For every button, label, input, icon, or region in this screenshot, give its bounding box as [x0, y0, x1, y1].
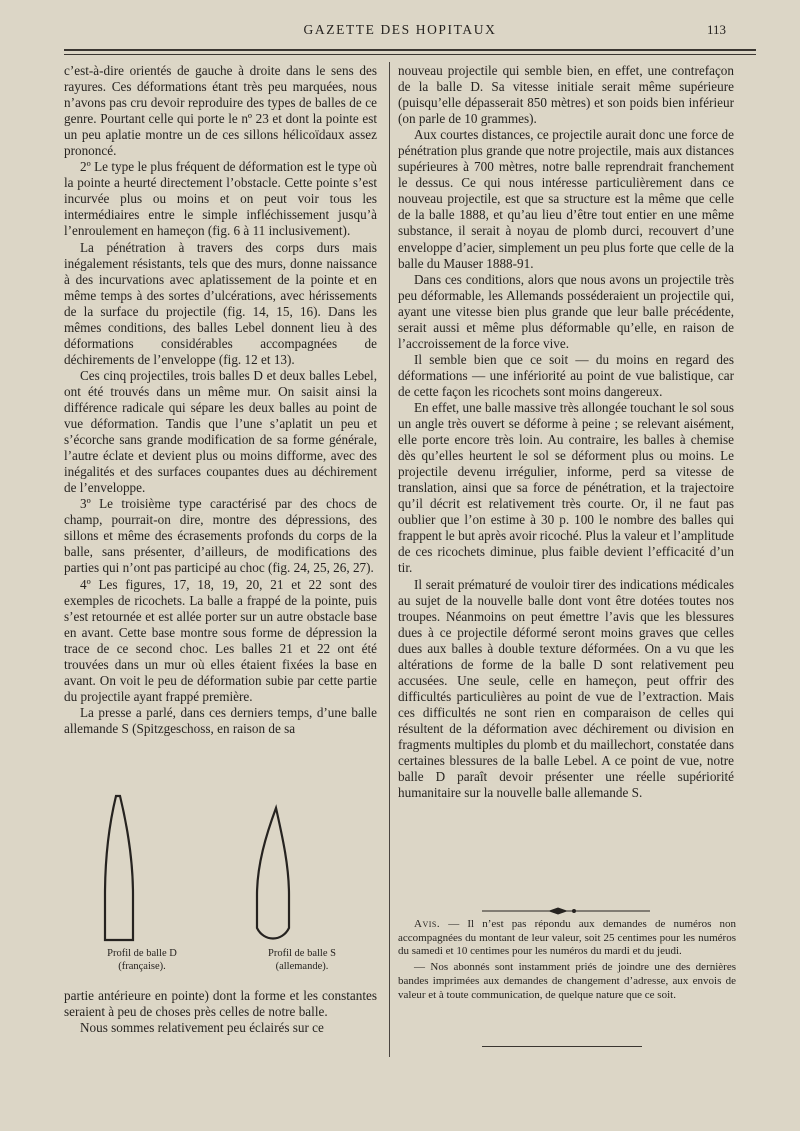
notice-abonnes: — Nos abonnés sont instamment priés de joindre une des dernières bandes imprimées aux demandes de changement d’adresse, aux envois de valeur et à toute communication, de quelque nature que ce soit. — [398, 961, 736, 1001]
notice-text: — Il n’est pas répondu aux demandes de numéros non accompagnées du montant de leur valeur, soit 25 centimes pour les numéros du samedi et 10 centimes pour les numéros du mardi et du jeudi. — [398, 918, 736, 958]
caption-balle-d — [82, 947, 202, 973]
caption-line: Profil de balle D — [107, 948, 177, 959]
paragraph: La presse a parlé, dans ces derniers temps, d’une balle allemande S (Spitzgeschoss, en raison de sa — [64, 704, 377, 736]
right-column — [398, 63, 734, 801]
caption-line: Profil de balle S — [268, 948, 336, 959]
left-column-tail — [64, 988, 377, 1036]
paragraph: Il semble bien que ce soit — du moins en regard des déformations — une infériorité au point de vue balistique, car de cette façon les ricochets sont moins dangereux. — [398, 351, 734, 399]
paragraph: Aux courtes distances, ce projectile aurait donc une force de pénétration plus grande que notre projectile, mais aux distances supérieures à 700 mètres, notre balle reprendrait franchement le dessus. Ce qui nous intéresse particulièrement dans ce nouveau projectile, est que sa structure est la même que celle de la balle 1888, et qu’au lieu d’être tout entier en une même substance, il serait à noyau de plomb durci, recouvert d’une enveloppe d’acier, simplement un peu plus forte que celle de la balle du Mauser 1888-91. — [398, 127, 734, 271]
paragraph: En effet, une balle massive très allongée touchant le sol sous un angle très ouvert se déforme à peine ; se relevant aisément, elle porte encore très loin. Au contraire, les balles à chemise dès qu’elles heurtent le sol se déforment plus ou moins. Le projectile devenu irrégulier, informe, perd sa vitesse de translation, ainsi que sa force de pénétration, et la trajectoire qu’il décrit est relativement très courte. Or, il ne faut pas oublier que l’on estime à 30 p. 100 le nombre des balles qui frappent le but après avoir ricoché. Plus la valeur et l’amplitude de ces ricochets diminue, plus faible devient l’efficacité d’un tir. — [398, 399, 734, 576]
bullet-d-profile — [105, 796, 133, 940]
paragraph: Nous sommes relativement peu éclairés sur ce — [80, 1020, 324, 1036]
notice-lead: Avis. — [414, 918, 441, 930]
paragraph: Il serait prématuré de vouloir tirer des indications médicales au sujet de la nouvelle balle dont vont être dotées toutes nos troupes. Néanmoins on peut émettre l’avis que les blessures dues à ce projectile déformé seront moins graves que celles dues aux balles à double texture déformées. On a vu que les altérations de forme de la balle D sont relativement peu accusées. Une seule, celle en hameçon, peut offrir des difficultés particulières au point de vue de l’extraction. Mais ces difficultés ne sont rien en comparaison de celles qui résultent de la déformation avec déchirement ou division en fragments multiples du plomb et du maillechort, constatée dans certaines blessures de la balle Lebel. A ce point de vue, notre balle D paraît devoir présenter une réelle supériorité humanitaire sur la nouvelle balle allemande S. — [398, 576, 734, 801]
paragraph: Ces cinq projectiles, trois balles D et deux balles Lebel, ont été trouvés dans un même mur. On saisit ainsi la différence radicale qui sépare les deux balles au point de vue déformation. Tandis que l’une s’aplatit un peu et s’écorche sans grande modification de sa forme générale, l’autre éclate et devient plus ou moins difforme, avec des inégalités et des surfaces coupantes dues au déchirement de l’enveloppe. — [64, 367, 377, 496]
paragraph: nouveau projectile qui semble bien, en effet, une contrefaçon de la balle D. Sa vitesse initiale serait même supérieure (puisqu’elle dépasserait 850 mètres) et son poids bien inférieur (on parle de 10 grammes). — [398, 63, 734, 127]
paragraph: c’est-à-dire orientés de gauche à droite dans le sens des rayures. Ces déformations étant très peu marquées, nous n’avons pas cru devoir reproduire des types de balles de ce genre. Pourtant celle qui porte le nº 23 et dont la pointe est un peu aplatie montre un de ces sillons hélicoïdaux assez prononcé. — [64, 63, 377, 159]
header-rule — [64, 49, 756, 51]
notice-avis — [398, 918, 736, 959]
paragraph: partie antérieure en pointe) dont la forme et les constantes seraient à peu de choses près celles de notre balle. — [64, 988, 377, 1020]
paragraph: Dans ces conditions, alors que nous avons un projectile très peu déformable, les Allemands posséderaient un projectile qui, ayant une vitesse bien plus grande que leur balle précédente, serait aussi et même plus déformable qu’elle, en raison de l’accroissement de la force vive. — [398, 271, 734, 351]
notices-section — [398, 918, 736, 1004]
bullet-profiles-figure — [64, 790, 377, 980]
running-title: GAZETTE DES HOPITAUX — [303, 22, 497, 37]
caption-line: (allemande). — [275, 961, 329, 972]
paragraph: 4º Les figures, 17, 18, 19, 20, 21 et 22 sont des exemples de ricochets. La balle a frappé de la pointe, puis s’est retournée et est allée porter sur un autre obstacle base en avant. Cette base montre sous forme de dépression la trace de ce second choc. Les balles 21 et 22 ont été trouvées dans un mur où elles étaient fixées la base en avant. On voit le peu de déformation subie par cette partie du projectile ayant frappé première. — [64, 576, 377, 704]
end-rule — [482, 1046, 642, 1047]
paragraph: 2º Le type le plus fréquent de déformation est le type où la pointe a heurté directement l’obstacle. Cette pointe s’est incurvée plus ou moins et on peut voir tous les intermédiaires entre le simple infléchissement jusqu’à l’enroulement en hameçon (fig. 6 à 11 inclusivement). — [64, 159, 377, 239]
left-column — [64, 63, 377, 737]
paragraph: 3º Le troisième type caractérisé par des chocs de champ, pourrait-on dire, montre des dépressions, des sillons et même des écrasements profonds du corps de la balle, sans présenter, d’ailleurs, de modifications des parties qui n’ont pas participé au choc (fig. 24, 25, 26, 27). — [64, 496, 377, 576]
header-rule-thin — [64, 54, 756, 55]
caption-balle-s — [242, 947, 362, 973]
caption-line: (française). — [118, 961, 166, 972]
column-divider — [389, 62, 390, 1057]
section-ornament — [398, 906, 734, 916]
paragraph: La pénétration à travers des corps durs mais inégalement résistants, tels que des murs, donne naissance à des incurvations avec aplatissement de la pointe et en même temps à des sortes d’ulcérations, avec hérissements de la surface du projectile (fig. 14, 15, 16). Dans les mêmes conditions, des balles Lebel donnent lieu à des déformations considérables accompagnées de déchirements de l’enveloppe (fig. 12 et 13). — [64, 239, 377, 367]
bullet-s-profile — [257, 808, 289, 939]
page-number: 113 — [707, 22, 727, 37]
